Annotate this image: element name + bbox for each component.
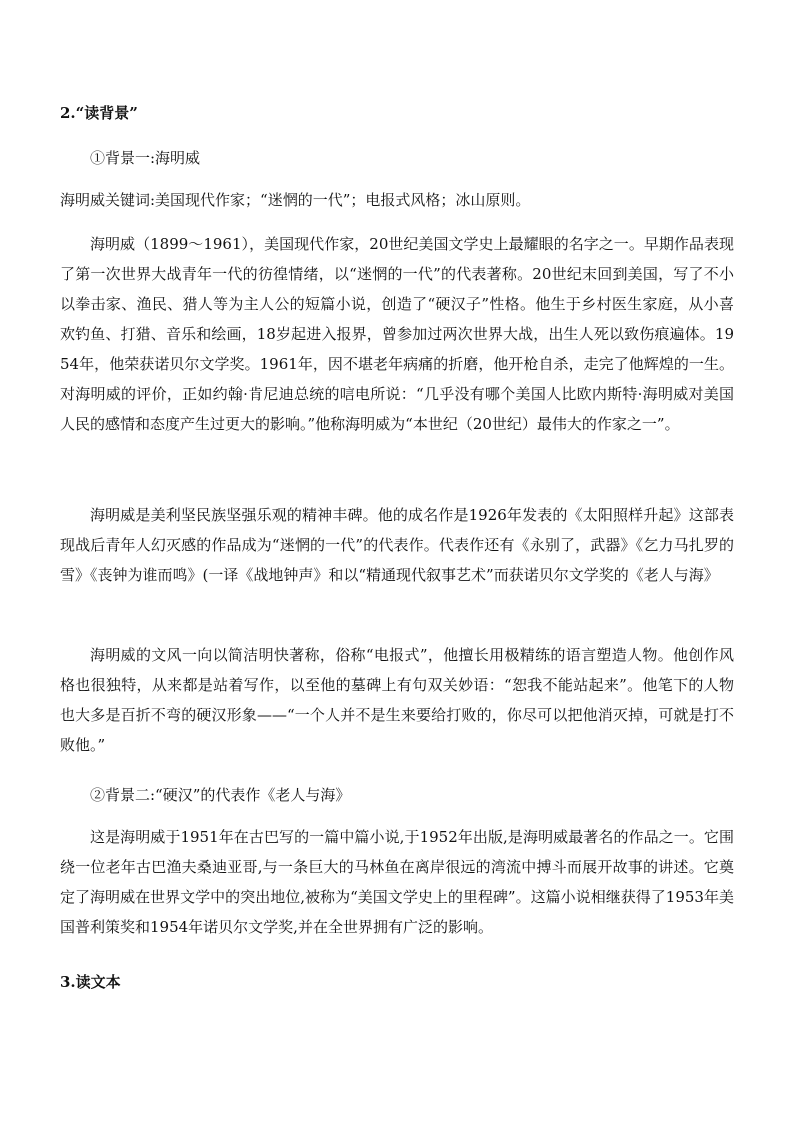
background-2-title: ②背景二:“硬汉”的代表作《老人与海》 (90, 786, 351, 804)
background-1-paragraph-2: 海明威是美利坚民族坚强乐观的精神丰碑。他的成名作是1926年发表的《太阳照样升起》这部表现战后青年人幻灭感的作品成为“迷惘的一代”的代表作。代表作还有《永别了，武器》《乞力马扎罗的雪》《丧钟为谁而鸣》(一译《战地钟声》和以“精通现代叙事艺术”而获诺贝尔文学奖的《老人与海》 (60, 506, 734, 584)
background-1-keywords: 海明威关键词:美国现代作家；“迷惘的一代”；电报式风格；冰山原则。 (60, 191, 531, 209)
section-2-heading: 2.“读背景” (60, 104, 138, 122)
section-3-heading: 3.读文本 (60, 973, 121, 991)
background-1-paragraph-1: 海明威（1899～1961），美国现代作家，20世纪美国文学史上最耀眼的名字之一。早期作品表现了第一次世界大战青年一代的彷徨情绪，以“迷惘的一代”的代表著称。20世纪末回到美国，写了不小以拳击家、渔民、猎人等为主人公的短篇小说，创造了“硬汉子”性格。他生于乡村医生家庭，从小喜欢钓鱼、打猎、音乐和绘画，18岁起进入报界，曾参加过两次世界大战，出生人死以致伤痕遍体。1954年，他荣获诺贝尔文学奖。1961年，因不堪老年病痛的折磨，他开枪自杀，走完了他辉煌的一生。对海明威的评价，正如约翰·肯尼迪总统的唁电所说：“几乎没有哪个美国人比欧内斯特·海明威对美国人民的感情和态度产生过更大的影响。”他称海明威为“本世纪（20世纪）最伟大的作家之一”。 (60, 235, 734, 433)
background-1-paragraph-3: 海明威的文风一向以简洁明快著称，俗称“电报式”，他擅长用极精练的语言塑造人物。他创作风格也很独特，从来都是站着写作，以至他的墓碑上有句双关妙语：“恕我不能站起来”。他笔下的人物也大多是百折不弯的硬汉形象——“一个人并不是生来要给打败的，你尽可以把他消灭掉，可就是打不败他。” (60, 646, 734, 754)
background-2-paragraph: 这是海明威于1951年在古巴写的一篇中篇小说,于1952年出版,是海明威最著名的作品之一。它围绕一位老年古巴渔夫桑迪亚哥,与一条巨大的马林鱼在离岸很远的湾流中搏斗而展开故事的讲述。它奠定了海明威在世界文学中的突出地位,被称为“美国文学史上的里程碑”。这篇小说相继获得了1953年美国普利策奖和1954年诺贝尔文学奖,并在全世界拥有广泛的影响。 (60, 828, 734, 936)
background-1-title: ①背景一:海明威 (90, 149, 201, 167)
